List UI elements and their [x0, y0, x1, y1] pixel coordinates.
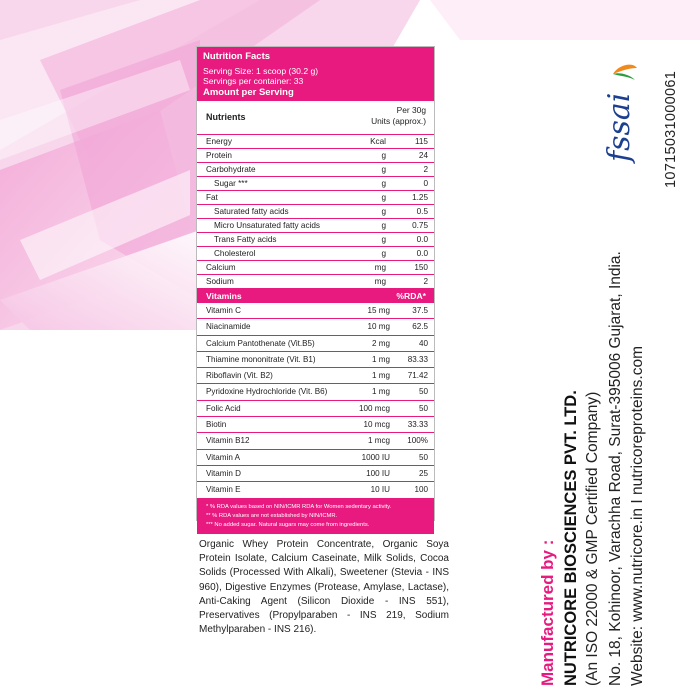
vitamin-rda: 71.42: [407, 371, 428, 381]
vitamin-amount: 15 mg: [367, 306, 390, 315]
amount-per-serving: Amount per Serving: [203, 86, 294, 98]
vitamin-rda: 40: [418, 338, 428, 348]
nutrient-value: 115: [414, 137, 428, 146]
nutrient-unit: g: [381, 179, 386, 188]
nutrient-row: [197, 149, 434, 163]
nutrient-value: 150: [414, 263, 428, 272]
vitamin-amount: 1 mg: [372, 354, 390, 364]
nutrient-row: [197, 261, 434, 275]
units-label: Units (approx.): [371, 116, 426, 126]
nutrient-name: Sodium: [206, 277, 234, 286]
vitamin-amount: 1000 IU: [361, 452, 390, 462]
vitamin-row: [197, 482, 434, 498]
nutrient-name: Protein: [206, 151, 232, 160]
nutrient-unit: g: [381, 207, 386, 216]
vitamin-row: [197, 401, 434, 417]
vitamin-rows: [197, 303, 434, 499]
website: Website: www.nutricore.in I nutricoreproteins.com: [629, 346, 646, 686]
nutrient-name: Calcium: [206, 263, 236, 272]
nutrient-unit: mg: [374, 277, 386, 286]
vitamins-header: [197, 289, 434, 303]
nutrient-name: Fat: [206, 193, 218, 202]
vitamin-amount: 10 mg: [367, 322, 390, 332]
vitamin-amount: 1 mg: [372, 387, 390, 397]
nutrient-unit: g: [381, 165, 386, 174]
nutrient-row: [197, 247, 434, 261]
nutrient-value: 0.75: [412, 221, 428, 230]
vitamin-row: [197, 368, 434, 384]
servings-per-container: Servings per container: 33: [203, 76, 304, 86]
vitamin-name: Vitamin B12: [206, 436, 250, 446]
vitamin-row: [197, 303, 434, 319]
vitamin-rda: 37.5: [412, 306, 428, 315]
nutrition-header: [197, 47, 434, 101]
vitamin-rda: 100: [414, 485, 428, 495]
vitamin-name: Biotin: [206, 420, 227, 430]
nutrient-unit: mg: [374, 263, 386, 272]
vitamin-row: [197, 336, 434, 352]
vitamin-name: Niacinamide: [206, 322, 251, 332]
nutrient-value: 2: [423, 277, 428, 286]
nutrient-name: Carbohydrate: [206, 165, 256, 174]
nutrient-unit: g: [381, 221, 386, 230]
nutrient-value: 24: [418, 151, 428, 160]
ingredients-title: INGREDIENTS: [199, 525, 270, 536]
nutrient-unit: g: [381, 151, 386, 160]
vitamin-amount: 1 mg: [372, 371, 390, 381]
nutrients-header: [197, 101, 434, 135]
vitamin-row: [197, 466, 434, 482]
nutrient-row: [197, 191, 434, 205]
address: No. 18, Kohinoor, Varachha Road, Surat-395006 Gujarat, India.: [606, 251, 624, 686]
fssai-license-number: 10715031000061: [663, 70, 679, 188]
company-name: NUTRICORE BIOSCIENCES PVT. LTD.: [561, 390, 580, 686]
nutrient-unit: g: [381, 235, 386, 244]
vitamin-amount: 100 mcg: [358, 403, 390, 413]
nutrient-rows: [197, 135, 434, 289]
nutrient-row: [197, 275, 434, 289]
certification: (An ISO 22000 & GMP Certified Company): [584, 391, 601, 686]
nutrient-value: 2: [423, 165, 428, 174]
nutrient-row: [197, 219, 434, 233]
manufacturer-block: [537, 251, 650, 686]
vitamin-amount: 1 mcg: [367, 436, 390, 446]
nutrient-row: [197, 135, 434, 149]
nutrient-row: [197, 177, 434, 191]
nutrient-unit: Kcal: [370, 137, 386, 146]
vitamin-name: Riboflavin (Vit. B2): [206, 371, 273, 381]
nutrients-column-label: Nutrients: [206, 112, 246, 122]
vitamin-name: Vitamin A: [206, 452, 241, 462]
rda-label: %RDA*: [396, 291, 426, 301]
fssai-logo-text: fssai: [602, 92, 637, 162]
nutrient-name: Cholesterol: [214, 249, 256, 258]
vitamin-row: [197, 417, 434, 433]
vitamin-row: [197, 433, 434, 449]
per-serving-label: Per 30g: [396, 105, 426, 115]
vitamin-row: [197, 352, 434, 368]
vitamin-row: [197, 450, 434, 466]
vitamin-name: Vitamin D: [206, 468, 241, 478]
nutrition-facts-panel: [196, 46, 435, 528]
footnote: * % RDA values based on NIN/ICMR RDA for Women sedentary activity.: [206, 503, 392, 510]
nutrient-unit: g: [381, 249, 386, 258]
ingredients-section: [199, 525, 449, 637]
nutrition-title: Nutrition Facts: [203, 51, 271, 62]
vitamin-amount: 10 IU: [370, 485, 390, 495]
vitamin-row: [197, 319, 434, 335]
vitamin-name: Calcium Pantothenate (Vit.B5): [206, 338, 315, 348]
nutrient-row: [197, 163, 434, 177]
footnote: ** % RDA values are not established by NIN/ICMR.: [206, 512, 338, 519]
vitamin-amount: 2 mg: [372, 338, 390, 348]
vitamin-rda: 33.33: [407, 420, 428, 430]
nutrient-name: Energy: [206, 137, 232, 146]
ingredients-text: Organic Whey Protein Concentrate, Organic Soya Protein Isolate, Calcium Caseinate, Milk Solids, Cocoa Solids (Processed With Alkali), Sweetener (Stevia - INS 960), Digestive Enzymes (Protease, Amylase, Lactase), Anti-Caking Agent (Silicon Dioxide - INS 551), Preservatives (Propylparaben - INS 219, Sodium Methylparaben - INS 216).: [199, 539, 449, 636]
vitamin-rda: 50: [418, 387, 428, 397]
vitamin-rda: 100%: [407, 436, 428, 446]
vitamin-name: Vitamin C: [206, 306, 241, 315]
per-serving-column-label: [371, 105, 426, 127]
vitamin-row: [197, 384, 434, 400]
nutrient-unit: g: [381, 193, 386, 202]
nutrient-value: 0.0: [416, 235, 428, 244]
vitamin-name: Thiamine mononitrate (Vit. B1): [206, 354, 316, 364]
vitamin-amount: 100 IU: [366, 468, 390, 478]
vitamin-rda: 50: [418, 403, 428, 413]
serving-size: Serving Size: 1 scoop (30.2 g): [203, 65, 319, 76]
vitamin-rda: 62.5: [412, 322, 428, 332]
nutrient-name: Saturated fatty acids: [214, 207, 289, 216]
vitamins-label: Vitamins: [206, 291, 242, 301]
nutrient-name: Micro Unsaturated fatty acids: [214, 221, 321, 230]
nutrient-row: [197, 233, 434, 247]
vitamin-rda: 50: [418, 452, 428, 462]
nutrient-name: Sugar ***: [214, 179, 248, 188]
fssai-logo: [599, 62, 639, 167]
nutrient-row: [197, 205, 434, 219]
vitamin-amount: 10 mcg: [363, 420, 390, 430]
manufactured-by-label: Manufactured by :: [538, 539, 557, 686]
vitamin-rda: 83.33: [407, 354, 428, 364]
nutrient-value: 0: [423, 179, 428, 188]
nutrient-name: Trans Fatty acids: [214, 235, 277, 244]
vitamin-name: Vitamin E: [206, 485, 241, 495]
nutrient-value: 1.25: [412, 193, 428, 202]
vitamin-name: Pyridoxine Hydrochloride (Vit. B6): [206, 387, 328, 397]
footnote: *** No added sugar. Natural sugars may come from ingredients.: [206, 521, 370, 528]
nutrient-value: 0.5: [416, 207, 428, 216]
vitamin-name: Folic Acid: [206, 403, 241, 413]
vitamin-rda: 25: [418, 468, 428, 478]
nutrient-value: 0.0: [416, 249, 428, 258]
